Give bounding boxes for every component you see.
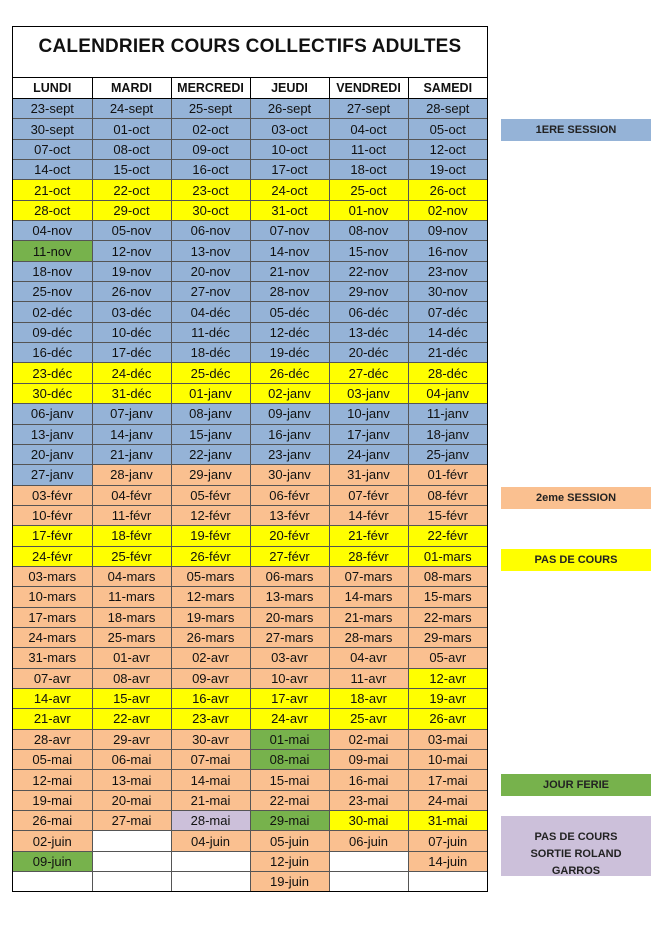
date-cell: 07-janv [92,404,171,424]
date-cell: 01-févr [408,465,487,485]
empty-cell [13,872,92,892]
week-row [13,872,487,892]
date-cell: 19-avr [408,688,487,708]
date-cell: 06-mars [250,566,329,586]
date-cell: 03-janv [329,383,408,403]
date-cell: 27-mai [92,811,171,831]
date-cell: 21-déc [408,343,487,363]
date-cell: 25-févr [92,546,171,566]
date-cell: 09-mai [329,750,408,770]
date-cell: 12-déc [250,322,329,342]
empty-cell [92,872,171,892]
date-cell: 12-juin [250,851,329,871]
date-cell: 05-mars [171,566,250,586]
date-cell: 03-févr [13,485,92,505]
date-cell: 05-oct [408,119,487,139]
date-cell: 10-janv [329,404,408,424]
date-cell: 02-oct [171,119,250,139]
date-cell: 17-oct [250,160,329,180]
date-cell: 31-déc [92,383,171,403]
date-cell: 24-déc [92,363,171,383]
date-cell: 14-avr [13,688,92,708]
date-cell: 15-oct [92,160,171,180]
date-cell: 20-janv [13,444,92,464]
date-cell: 18-avr [329,688,408,708]
week-row [13,383,487,403]
week-row [13,200,487,220]
date-cell: 11-févr [92,505,171,525]
date-cell: 24-sept [92,99,171,119]
weekday-friday: VENDREDI [329,78,408,99]
date-cell: 24-févr [13,546,92,566]
date-cell: 23-mai [329,790,408,810]
date-cell: 18-mars [92,607,171,627]
date-cell: 22-févr [408,526,487,546]
date-cell: 27-sept [329,99,408,119]
date-cell: 01-avr [92,648,171,668]
date-cell: 29-oct [92,200,171,220]
date-cell: 26-mars [171,627,250,647]
week-row [13,485,487,505]
calendar-table [13,78,487,891]
date-cell: 14-mars [329,587,408,607]
date-cell: 19-déc [250,343,329,363]
date-cell: 28-avr [13,729,92,749]
date-cell: 20-déc [329,343,408,363]
date-cell: 17-avr [250,688,329,708]
week-row [13,648,487,668]
date-cell: 07-oct [13,139,92,159]
date-cell: 14-déc [408,322,487,342]
date-cell: 21-févr [329,526,408,546]
empty-cell [329,851,408,871]
date-cell: 24-mai [408,790,487,810]
date-cell: 31-janv [329,465,408,485]
date-cell: 28-mai [171,811,250,831]
date-cell: 02-janv [250,383,329,403]
date-cell: 24-janv [329,444,408,464]
date-cell: 03-mai [408,729,487,749]
date-cell: 22-mars [408,607,487,627]
date-cell: 23-déc [13,363,92,383]
date-cell: 12-avr [408,668,487,688]
date-cell: 03-déc [92,302,171,322]
date-cell: 13-mars [250,587,329,607]
date-cell: 03-avr [250,648,329,668]
date-cell: 17-mai [408,770,487,790]
date-cell: 12-mai [13,770,92,790]
date-cell: 21-nov [250,261,329,281]
date-cell: 02-juin [13,831,92,851]
week-row [13,851,487,871]
date-cell: 03-mars [13,566,92,586]
date-cell: 19-nov [92,261,171,281]
date-cell: 04-févr [92,485,171,505]
date-cell: 22-mai [250,790,329,810]
date-cell: 01-mars [408,546,487,566]
calendar-title: CALENDRIER COURS COLLECTIFS ADULTES [13,27,487,78]
date-cell: 27-déc [329,363,408,383]
date-cell: 14-oct [13,160,92,180]
date-cell: 08-mai [250,750,329,770]
date-cell: 20-févr [250,526,329,546]
date-cell: 11-janv [408,404,487,424]
date-cell: 18-janv [408,424,487,444]
date-cell: 13-févr [250,505,329,525]
date-cell: 19-févr [171,526,250,546]
date-cell: 08-oct [92,139,171,159]
week-row [13,139,487,159]
week-row [13,444,487,464]
date-cell: 14-févr [329,505,408,525]
empty-cell [92,851,171,871]
week-row [13,750,487,770]
date-cell: 11-mars [92,587,171,607]
week-row [13,282,487,302]
date-cell: 26-sept [250,99,329,119]
date-cell: 02-avr [171,648,250,668]
date-cell: 15-févr [408,505,487,525]
date-cell: 23-sept [13,99,92,119]
date-cell: 12-mars [171,587,250,607]
date-cell: 08-janv [171,404,250,424]
week-row [13,505,487,525]
date-cell: 15-nov [329,241,408,261]
date-cell: 27-févr [250,546,329,566]
week-row [13,424,487,444]
date-cell: 10-févr [13,505,92,525]
date-cell: 10-avr [250,668,329,688]
week-row [13,668,487,688]
date-cell: 18-févr [92,526,171,546]
date-cell: 20-nov [171,261,250,281]
date-cell: 26-mai [13,811,92,831]
date-cell: 27-janv [13,465,92,485]
date-cell: 08-févr [408,485,487,505]
date-cell: 11-déc [171,322,250,342]
weekday-wednesday: MERCREDI [171,78,250,99]
week-row [13,790,487,810]
week-row [13,99,487,119]
date-cell: 11-nov [13,241,92,261]
date-cell: 13-déc [329,322,408,342]
date-cell: 20-mars [250,607,329,627]
date-cell: 08-avr [92,668,171,688]
week-row [13,709,487,729]
week-row [13,363,487,383]
date-cell: 18-oct [329,160,408,180]
week-row [13,607,487,627]
date-cell: 22-avr [92,709,171,729]
date-cell: 26-avr [408,709,487,729]
weekday-saturday: SAMEDI [408,78,487,99]
date-cell: 01-mai [250,729,329,749]
legend-session1: 1ERE SESSION [501,119,651,141]
date-cell: 30-déc [13,383,92,403]
date-cell: 23-nov [408,261,487,281]
date-cell: 29-mars [408,627,487,647]
weekday-thursday: JEUDI [250,78,329,99]
date-cell: 09-juin [13,851,92,871]
date-cell: 10-oct [250,139,329,159]
date-cell: 18-nov [13,261,92,281]
week-row [13,465,487,485]
week-row [13,180,487,200]
date-cell: 31-mai [408,811,487,831]
date-cell: 21-oct [13,180,92,200]
date-cell: 06-mai [92,750,171,770]
date-cell: 29-mai [250,811,329,831]
date-cell: 13-janv [13,424,92,444]
week-row [13,526,487,546]
date-cell: 09-déc [13,322,92,342]
weekday-header-row [13,78,487,99]
date-cell: 09-oct [171,139,250,159]
date-cell: 21-mars [329,607,408,627]
date-cell: 25-déc [171,363,250,383]
date-cell: 10-mars [13,587,92,607]
date-cell: 12-févr [171,505,250,525]
week-row [13,688,487,708]
date-cell: 11-avr [329,668,408,688]
date-cell: 05-avr [408,648,487,668]
date-cell: 18-déc [171,343,250,363]
date-cell: 14-mai [171,770,250,790]
week-row [13,811,487,831]
date-cell: 31-oct [250,200,329,220]
date-cell: 02-déc [13,302,92,322]
date-cell: 14-juin [408,851,487,871]
date-cell: 06-févr [250,485,329,505]
date-cell: 30-oct [171,200,250,220]
date-cell: 24-mars [13,627,92,647]
week-row [13,343,487,363]
date-cell: 07-févr [329,485,408,505]
date-cell: 04-nov [13,221,92,241]
date-cell: 04-oct [329,119,408,139]
date-cell: 23-oct [171,180,250,200]
week-row [13,322,487,342]
date-cell: 29-janv [171,465,250,485]
date-cell: 27-nov [171,282,250,302]
legend-session2: 2eme SESSION [501,487,651,509]
date-cell: 08-nov [329,221,408,241]
weekday-monday: LUNDI [13,78,92,99]
week-row [13,587,487,607]
date-cell: 07-mai [171,750,250,770]
date-cell: 04-juin [171,831,250,851]
date-cell: 06-nov [171,221,250,241]
date-cell: 24-avr [250,709,329,729]
date-cell: 05-nov [92,221,171,241]
date-cell: 13-nov [171,241,250,261]
date-cell: 30-sept [13,119,92,139]
date-cell: 02-mai [329,729,408,749]
date-cell: 09-nov [408,221,487,241]
date-cell: 07-avr [13,668,92,688]
date-cell: 05-déc [250,302,329,322]
empty-cell [171,851,250,871]
week-row [13,241,487,261]
date-cell: 02-nov [408,200,487,220]
date-cell: 25-sept [171,99,250,119]
date-cell: 15-avr [92,688,171,708]
date-cell: 08-mars [408,566,487,586]
date-cell: 25-oct [329,180,408,200]
date-cell: 25-avr [329,709,408,729]
date-cell: 15-mars [408,587,487,607]
date-cell: 21-avr [13,709,92,729]
date-cell: 12-oct [408,139,487,159]
date-cell: 07-nov [250,221,329,241]
date-cell: 11-oct [329,139,408,159]
date-cell: 15-janv [171,424,250,444]
date-cell: 15-mai [250,770,329,790]
legend-holiday: JOUR FERIE [501,774,651,796]
date-cell: 26-oct [408,180,487,200]
date-cell: 12-nov [92,241,171,261]
date-cell: 22-oct [92,180,171,200]
date-cell: 06-juin [329,831,408,851]
date-cell: 04-mars [92,566,171,586]
week-row [13,221,487,241]
date-cell: 17-févr [13,526,92,546]
date-cell: 16-janv [250,424,329,444]
date-cell: 07-juin [408,831,487,851]
legend-no-class: PAS DE COURS [501,549,651,571]
date-cell: 25-janv [408,444,487,464]
date-cell: 30-avr [171,729,250,749]
date-cell: 21-mai [171,790,250,810]
week-row [13,261,487,281]
date-cell: 06-déc [329,302,408,322]
date-cell: 16-déc [13,343,92,363]
date-cell: 19-mars [171,607,250,627]
date-cell: 28-mars [329,627,408,647]
date-cell: 04-janv [408,383,487,403]
date-cell: 26-nov [92,282,171,302]
date-cell: 14-nov [250,241,329,261]
week-row [13,302,487,322]
date-cell: 29-nov [329,282,408,302]
week-row [13,566,487,586]
date-cell: 28-oct [13,200,92,220]
date-cell: 03-oct [250,119,329,139]
date-cell: 17-mars [13,607,92,627]
date-cell: 27-mars [250,627,329,647]
date-cell: 26-déc [250,363,329,383]
date-cell: 16-nov [408,241,487,261]
date-cell: 19-mai [13,790,92,810]
week-row [13,627,487,647]
date-cell: 31-mars [13,648,92,668]
date-cell: 28-janv [92,465,171,485]
date-cell: 21-janv [92,444,171,464]
empty-cell [92,831,171,851]
date-cell: 16-mai [329,770,408,790]
date-cell: 16-oct [171,160,250,180]
date-cell: 28-sept [408,99,487,119]
empty-cell [329,872,408,892]
calendar [12,26,488,892]
week-row [13,404,487,424]
week-row [13,770,487,790]
date-cell: 29-avr [92,729,171,749]
date-cell: 06-janv [13,404,92,424]
week-row [13,831,487,851]
date-cell: 22-janv [171,444,250,464]
date-cell: 01-nov [329,200,408,220]
date-cell: 23-avr [171,709,250,729]
date-cell: 01-janv [171,383,250,403]
date-cell: 25-mars [92,627,171,647]
date-cell: 25-nov [13,282,92,302]
date-cell: 30-nov [408,282,487,302]
date-cell: 05-juin [250,831,329,851]
date-cell: 14-janv [92,424,171,444]
date-cell: 28-févr [329,546,408,566]
calendar-body [13,99,487,892]
date-cell: 28-nov [250,282,329,302]
date-cell: 26-févr [171,546,250,566]
week-row [13,119,487,139]
date-cell: 17-déc [92,343,171,363]
date-cell: 09-avr [171,668,250,688]
date-cell: 22-nov [329,261,408,281]
empty-cell [171,872,250,892]
date-cell: 01-oct [92,119,171,139]
date-cell: 23-janv [250,444,329,464]
date-cell: 30-janv [250,465,329,485]
date-cell: 05-févr [171,485,250,505]
date-cell: 30-mai [329,811,408,831]
date-cell: 19-oct [408,160,487,180]
empty-cell [408,872,487,892]
date-cell: 13-mai [92,770,171,790]
weekday-tuesday: MARDI [92,78,171,99]
date-cell: 09-janv [250,404,329,424]
date-cell: 05-mai [13,750,92,770]
date-cell: 24-oct [250,180,329,200]
date-cell: 20-mai [92,790,171,810]
date-cell: 07-déc [408,302,487,322]
legend-roland-garros: PAS DE COURS SORTIE ROLAND GARROS [501,816,651,876]
date-cell: 07-mars [329,566,408,586]
date-cell: 16-avr [171,688,250,708]
date-cell: 10-mai [408,750,487,770]
date-cell: 10-déc [92,322,171,342]
date-cell: 17-janv [329,424,408,444]
date-cell: 28-déc [408,363,487,383]
week-row [13,729,487,749]
date-cell: 04-avr [329,648,408,668]
date-cell: 19-juin [250,872,329,892]
week-row [13,160,487,180]
date-cell: 04-déc [171,302,250,322]
week-row [13,546,487,566]
